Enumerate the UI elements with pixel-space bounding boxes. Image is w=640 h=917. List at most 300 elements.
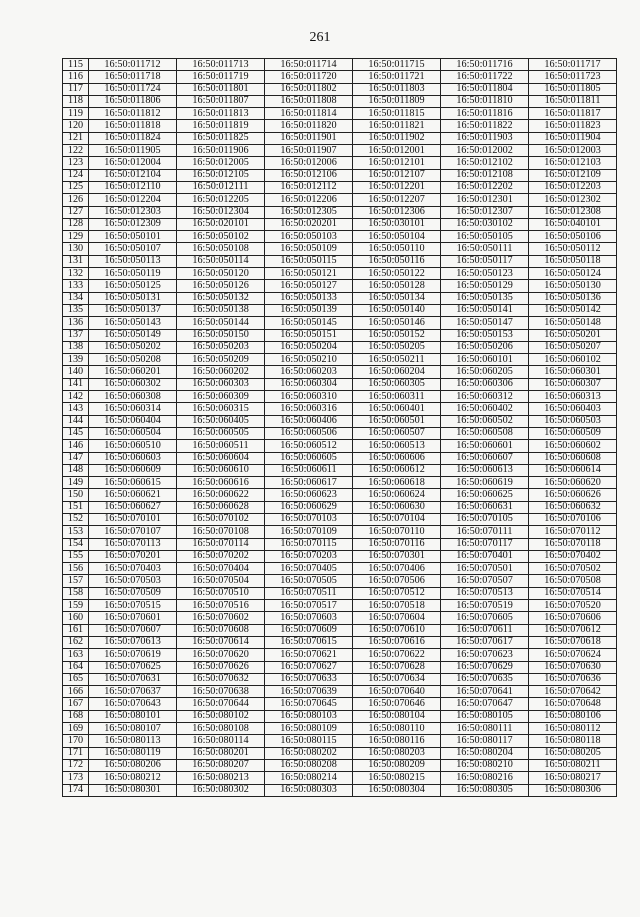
table-row: [63, 452, 617, 464]
table-row: [63, 120, 617, 132]
table-row: [63, 366, 617, 378]
cadastral-number-cell: 16:50:050145: [265, 317, 353, 329]
row-number-cell: 127: [63, 206, 89, 218]
cadastral-number-cell: 16:50:070619: [89, 649, 177, 661]
cadastral-number-cell: 16:50:060612: [353, 464, 441, 476]
row-number-cell: 136: [63, 317, 89, 329]
cadastral-number-cell: 16:50:050139: [265, 304, 353, 316]
cadastral-number-cell: 16:50:011808: [265, 95, 353, 107]
cadastral-number-cell: 16:50:011814: [265, 108, 353, 120]
cadastral-number-cell: 16:50:050101: [89, 231, 177, 243]
cadastral-number-cell: 16:50:080207: [177, 759, 265, 771]
table-row: [63, 759, 617, 771]
cadastral-number-cell: 16:50:050137: [89, 304, 177, 316]
cadastral-number-cell: 16:50:070510: [177, 587, 265, 599]
cadastral-number-cell: 16:50:011902: [353, 132, 441, 144]
cadastral-number-cell: 16:50:050153: [441, 329, 529, 341]
cadastral-number-cell: 16:50:012101: [353, 157, 441, 169]
cadastral-number-cell: 16:50:060301: [529, 366, 617, 378]
cadastral-number-cell: 16:50:050203: [177, 341, 265, 353]
cadastral-number-cell: 16:50:060504: [89, 427, 177, 439]
cadastral-number-cell: 16:50:070520: [529, 600, 617, 612]
cadastral-number-cell: 16:50:070114: [177, 538, 265, 550]
cadastral-number-cell: 16:50:060314: [89, 403, 177, 415]
cadastral-number-cell: 16:50:050206: [441, 341, 529, 353]
row-number-cell: 128: [63, 218, 89, 230]
cadastral-number-cell: 16:50:070639: [265, 686, 353, 698]
cadastral-number-cell: 16:50:060623: [265, 489, 353, 501]
cadastral-number-cell: 16:50:060402: [441, 403, 529, 415]
table-row: [63, 378, 617, 390]
cadastral-number-cell: 16:50:070625: [89, 661, 177, 673]
cadastral-number-cell: 16:50:060614: [529, 464, 617, 476]
cadastral-number-cell: 16:50:070508: [529, 575, 617, 587]
table-row: [63, 526, 617, 538]
row-number-cell: 167: [63, 698, 89, 710]
cadastral-number-cell: 16:50:070515: [89, 600, 177, 612]
cadastral-number-cell: 16:50:050211: [353, 354, 441, 366]
cadastral-number-cell: 16:50:080203: [353, 747, 441, 759]
cadastral-number-cell: 16:50:080211: [529, 759, 617, 771]
cadastral-number-cell: 16:50:060607: [441, 452, 529, 464]
cadastral-number-cell: 16:50:050204: [265, 341, 353, 353]
cadastral-number-cell: 16:50:012108: [441, 169, 529, 181]
table-row: [63, 427, 617, 439]
cadastral-number-cell: 16:50:070628: [353, 661, 441, 673]
cadastral-number-cell: 16:50:070203: [265, 550, 353, 562]
cadastral-number-cell: 16:50:080113: [89, 735, 177, 747]
row-number-cell: 168: [63, 710, 89, 722]
row-number-cell: 156: [63, 563, 89, 575]
cadastral-number-cell: 16:50:080117: [441, 735, 529, 747]
table-row: [63, 206, 617, 218]
cadastral-number-cell: 16:50:060201: [89, 366, 177, 378]
cadastral-number-cell: 16:50:060618: [353, 477, 441, 489]
row-number-cell: 148: [63, 464, 89, 476]
cadastral-number-cell: 16:50:070502: [529, 563, 617, 575]
table-row: [63, 157, 617, 169]
cadastral-number-cell: 16:50:060406: [265, 415, 353, 427]
cadastral-number-cell: 16:50:070615: [265, 636, 353, 648]
cadastral-number-cell: 16:50:012105: [177, 169, 265, 181]
cadastral-number-cell: 16:50:012206: [265, 194, 353, 206]
cadastral-number-cell: 16:50:050126: [177, 280, 265, 292]
cadastral-number-cell: 16:50:011724: [89, 83, 177, 95]
cadastral-number-cell: 16:50:060316: [265, 403, 353, 415]
cadastral-number-cell: 16:50:070403: [89, 563, 177, 575]
cadastral-number-cell: 16:50:080209: [353, 759, 441, 771]
cadastral-number-cell: 16:50:070404: [177, 563, 265, 575]
cadastral-number-cell: 16:50:012309: [89, 218, 177, 230]
cadastral-number-cell: 16:50:060622: [177, 489, 265, 501]
table-row: [63, 231, 617, 243]
cadastral-number-cell: 16:50:011807: [177, 95, 265, 107]
cadastral-number-cell: 16:50:070647: [441, 698, 529, 710]
cadastral-number-cell: 16:50:011802: [265, 83, 353, 95]
cadastral-number-cell: 16:50:080108: [177, 723, 265, 735]
row-number-cell: 135: [63, 304, 89, 316]
row-number-cell: 134: [63, 292, 89, 304]
cadastral-number-cell: 16:50:050106: [529, 231, 617, 243]
table-row: [63, 145, 617, 157]
cadastral-number-cell: 16:50:050119: [89, 268, 177, 280]
cadastral-number-cell: 16:50:012110: [89, 181, 177, 193]
cadastral-number-cell: 16:50:070401: [441, 550, 529, 562]
cadastral-number-cell: 16:50:050113: [89, 255, 177, 267]
cadastral-number-cell: 16:50:080102: [177, 710, 265, 722]
row-number-cell: 165: [63, 673, 89, 685]
table-row: [63, 710, 617, 722]
row-number-cell: 146: [63, 440, 89, 452]
cadastral-number-cell: 16:50:011721: [353, 71, 441, 83]
cadastral-number-cell: 16:50:050112: [529, 243, 617, 255]
row-number-cell: 130: [63, 243, 89, 255]
cadastral-number-cell: 16:50:011803: [353, 83, 441, 95]
cadastral-number-cell: 16:50:050205: [353, 341, 441, 353]
table-row: [63, 698, 617, 710]
cadastral-number-cell: 16:50:070509: [89, 587, 177, 599]
cadastral-number-cell: 16:50:070636: [529, 673, 617, 685]
table-row: [63, 255, 617, 267]
cadastral-number-cell: 16:50:070614: [177, 636, 265, 648]
row-number-cell: 170: [63, 735, 89, 747]
cadastral-number-cell: 16:50:070632: [177, 673, 265, 685]
cadastral-number-cell: 16:50:080115: [265, 735, 353, 747]
cadastral-number-cell: 16:50:070503: [89, 575, 177, 587]
cadastral-number-cell: 16:50:011801: [177, 83, 265, 95]
cadastral-number-cell: 16:50:080206: [89, 759, 177, 771]
cadastral-number-cell: 16:50:050208: [89, 354, 177, 366]
cadastral-number-cell: 16:50:070631: [89, 673, 177, 685]
cadastral-number-cell: 16:50:080201: [177, 747, 265, 759]
cadastral-number-cell: 16:50:012106: [265, 169, 353, 181]
cadastral-number-cell: 16:50:050210: [265, 354, 353, 366]
cadastral-number-cell: 16:50:011713: [177, 59, 265, 71]
cadastral-number-cell: 16:50:070642: [529, 686, 617, 698]
table-row: [63, 83, 617, 95]
cadastral-number-cell: 16:50:070115: [265, 538, 353, 550]
cadastral-number-cell: 16:50:011823: [529, 120, 617, 132]
cadastral-number-cell: 16:50:012303: [89, 206, 177, 218]
table-row: [63, 329, 617, 341]
table-body: [63, 59, 617, 797]
row-number-cell: 159: [63, 600, 89, 612]
cadastral-number-cell: 16:50:060602: [529, 440, 617, 452]
page-number: 261: [309, 30, 331, 45]
cadastral-number-cell: 16:50:080116: [353, 735, 441, 747]
cadastral-number-cell: 16:50:050125: [89, 280, 177, 292]
cadastral-number-cell: 16:50:060203: [265, 366, 353, 378]
cadastral-number-cell: 16:50:060202: [177, 366, 265, 378]
cadastral-number-cell: 16:50:050124: [529, 268, 617, 280]
cadastral-number-cell: 16:50:050129: [441, 280, 529, 292]
cadastral-number-cell: 16:50:080216: [441, 772, 529, 784]
row-number-cell: 126: [63, 194, 89, 206]
cadastral-number-cell: 16:50:070630: [529, 661, 617, 673]
table-row: [63, 71, 617, 83]
cadastral-number-cell: 16:50:012204: [89, 194, 177, 206]
table-row: [63, 673, 617, 685]
cadastral-number-cell: 16:50:060621: [89, 489, 177, 501]
row-number-cell: 154: [63, 538, 89, 550]
cadastral-number-cell: 16:50:011714: [265, 59, 353, 71]
cadastral-number-cell: 16:50:011719: [177, 71, 265, 83]
cadastral-number-cell: 16:50:011723: [529, 71, 617, 83]
cadastral-number-cell: 16:50:050141: [441, 304, 529, 316]
cadastral-number-cell: 16:50:060616: [177, 477, 265, 489]
cadastral-number-cell: 16:50:012202: [441, 181, 529, 193]
cadastral-number-cell: 16:50:050115: [265, 255, 353, 267]
cadastral-number-cell: 16:50:012308: [529, 206, 617, 218]
cadastral-number-cell: 16:50:060307: [529, 378, 617, 390]
cadastral-number-cell: 16:50:050108: [177, 243, 265, 255]
cadastral-number-cell: 16:50:050131: [89, 292, 177, 304]
cadastral-number-cell: 16:50:060611: [265, 464, 353, 476]
cadastral-number-cell: 16:50:070613: [89, 636, 177, 648]
cadastral-number-cell: 16:50:070609: [265, 624, 353, 636]
cadastral-number-cell: 16:50:011906: [177, 145, 265, 157]
table-row: [63, 612, 617, 624]
cadastral-number-cell: 16:50:060315: [177, 403, 265, 415]
cadastral-number-cell: 16:50:070516: [177, 600, 265, 612]
cadastral-number-cell: 16:50:060617: [265, 477, 353, 489]
row-number-cell: 155: [63, 550, 89, 562]
cadastral-number-cell: 16:50:060631: [441, 501, 529, 513]
cadastral-number-cell: 16:50:070608: [177, 624, 265, 636]
table-row: [63, 723, 617, 735]
cadastral-number-cell: 16:50:060508: [441, 427, 529, 439]
table-row: [63, 464, 617, 476]
cadastral-number-cell: 16:50:050152: [353, 329, 441, 341]
cadastral-number-cell: 16:50:060603: [89, 452, 177, 464]
cadastral-number-cell: 16:50:011722: [441, 71, 529, 83]
cadastral-number-cell: 16:50:060615: [89, 477, 177, 489]
table-row: [63, 415, 617, 427]
cadastral-number-cell: 16:50:070103: [265, 513, 353, 525]
cadastral-number-cell: 16:50:050148: [529, 317, 617, 329]
table-row: [63, 747, 617, 759]
cadastral-number-cell: 16:50:050117: [441, 255, 529, 267]
table-row: [63, 501, 617, 513]
cadastral-number-cell: 16:50:030101: [353, 218, 441, 230]
cadastral-number-cell: 16:50:050149: [89, 329, 177, 341]
cadastral-number-cell: 16:50:060204: [353, 366, 441, 378]
row-number-cell: 157: [63, 575, 89, 587]
cadastral-number-cell: 16:50:070610: [353, 624, 441, 636]
cadastral-number-cell: 16:50:050143: [89, 317, 177, 329]
cadastral-number-cell: 16:50:011821: [353, 120, 441, 132]
cadastral-number-cell: 16:50:080110: [353, 723, 441, 735]
cadastral-number-cell: 16:50:070112: [529, 526, 617, 538]
cadastral-number-cell: 16:50:080204: [441, 747, 529, 759]
table-row: [63, 304, 617, 316]
cadastral-number-cell: 16:50:070104: [353, 513, 441, 525]
table-row: [63, 132, 617, 144]
row-number-cell: 171: [63, 747, 89, 759]
cadastral-number-cell: 16:50:070108: [177, 526, 265, 538]
cadastral-number-cell: 16:50:070617: [441, 636, 529, 648]
table-row: [63, 354, 617, 366]
table-row: [63, 649, 617, 661]
cadastral-number-cell: 16:50:070602: [177, 612, 265, 624]
cadastral-number-cell: 16:50:060502: [441, 415, 529, 427]
cadastral-number-cell: 16:50:060510: [89, 440, 177, 452]
cadastral-number-cell: 16:50:080119: [89, 747, 177, 759]
cadastral-number-cell: 16:50:070606: [529, 612, 617, 624]
cadastral-number-cell: 16:50:070105: [441, 513, 529, 525]
cadastral-number-cell: 16:50:070622: [353, 649, 441, 661]
cadastral-number-cell: 16:50:011824: [89, 132, 177, 144]
cadastral-number-cell: 16:50:080208: [265, 759, 353, 771]
cadastral-number-cell: 16:50:080111: [441, 723, 529, 735]
table-row: [63, 784, 617, 796]
cadastral-number-cell: 16:50:060303: [177, 378, 265, 390]
cadastral-number-cell: 16:50:070646: [353, 698, 441, 710]
table-row: [63, 59, 617, 71]
cadastral-number-cell: 16:50:060632: [529, 501, 617, 513]
cadastral-number-cell: 16:50:012102: [441, 157, 529, 169]
cadastral-number-cell: 16:50:070109: [265, 526, 353, 538]
cadastral-number-cell: 16:50:011903: [441, 132, 529, 144]
cadastral-number-cell: 16:50:070501: [441, 563, 529, 575]
row-number-cell: 119: [63, 108, 89, 120]
cadastral-number-cell: 16:50:012205: [177, 194, 265, 206]
cadastral-number-cell: 16:50:070504: [177, 575, 265, 587]
cadastral-number-cell: 16:50:060625: [441, 489, 529, 501]
table-row: [63, 403, 617, 415]
cadastral-number-cell: 16:50:012203: [529, 181, 617, 193]
cadastral-number-cell: 16:50:080103: [265, 710, 353, 722]
cadastral-number-cell: 16:50:070505: [265, 575, 353, 587]
cadastral-number-cell: 16:50:060503: [529, 415, 617, 427]
cadastral-number-cell: 16:50:080305: [441, 784, 529, 796]
cadastral-number-cell: 16:50:070118: [529, 538, 617, 550]
cadastral-number-cell: 16:50:070102: [177, 513, 265, 525]
cadastral-number-cell: 16:50:050130: [529, 280, 617, 292]
cadastral-number-cell: 16:50:012112: [265, 181, 353, 193]
row-number-cell: 125: [63, 181, 89, 193]
cadastral-number-cell: 16:50:080118: [529, 735, 617, 747]
cadastral-number-cell: 16:50:050116: [353, 255, 441, 267]
cadastral-number-cell: 16:50:012305: [265, 206, 353, 218]
cadastral-number-cell: 16:50:070626: [177, 661, 265, 673]
cadastral-number-cell: 16:50:020101: [177, 218, 265, 230]
cadastral-number-cell: 16:50:070116: [353, 538, 441, 550]
cadastral-number-cell: 16:50:080303: [265, 784, 353, 796]
row-number-cell: 131: [63, 255, 89, 267]
cadastral-number-cell: 16:50:070640: [353, 686, 441, 698]
cadastral-number-cell: 16:50:050122: [353, 268, 441, 280]
cadastral-number-cell: 16:50:011816: [441, 108, 529, 120]
cadastral-number-cell: 16:50:080304: [353, 784, 441, 796]
table-row: [63, 341, 617, 353]
cadastral-number-cell: 16:50:050209: [177, 354, 265, 366]
cadastral-number-cell: 16:50:011804: [441, 83, 529, 95]
cadastral-number-cell: 16:50:050109: [265, 243, 353, 255]
cadastral-number-cell: 16:50:070605: [441, 612, 529, 624]
cadastral-number-cell: 16:50:070627: [265, 661, 353, 673]
cadastral-number-cell: 16:50:060509: [529, 427, 617, 439]
cadastral-number-cell: 16:50:050105: [441, 231, 529, 243]
cadastral-number-cell: 16:50:080215: [353, 772, 441, 784]
cadastral-number-cell: 16:50:060313: [529, 391, 617, 403]
cadastral-number-cell: 16:50:080105: [441, 710, 529, 722]
cadastral-number-cell: 16:50:070612: [529, 624, 617, 636]
cadastral-number-cell: 16:50:011901: [265, 132, 353, 144]
cadastral-number-cell: 16:50:012207: [353, 194, 441, 206]
cadastral-number-cell: 16:50:060506: [265, 427, 353, 439]
table-row: [63, 218, 617, 230]
cadastral-number-cell: 16:50:080301: [89, 784, 177, 796]
cadastral-number-cell: 16:50:050151: [265, 329, 353, 341]
table-row: [63, 268, 617, 280]
cadastral-number-cell: 16:50:060302: [89, 378, 177, 390]
row-number-cell: 142: [63, 391, 89, 403]
row-number-cell: 123: [63, 157, 89, 169]
table-row: [63, 686, 617, 698]
cadastral-number-cell: 16:50:070405: [265, 563, 353, 575]
cadastral-number-cell: 16:50:012304: [177, 206, 265, 218]
cadastral-number-cell: 16:50:070633: [265, 673, 353, 685]
table-row: [63, 600, 617, 612]
row-number-cell: 120: [63, 120, 89, 132]
cadastral-number-cell: 16:50:050121: [265, 268, 353, 280]
cadastral-number-cell: 16:50:060624: [353, 489, 441, 501]
cadastral-number-cell: 16:50:060630: [353, 501, 441, 513]
cadastral-number-cell: 16:50:070634: [353, 673, 441, 685]
row-number-cell: 122: [63, 145, 89, 157]
row-number-cell: 149: [63, 477, 89, 489]
row-number-cell: 137: [63, 329, 89, 341]
row-number-cell: 164: [63, 661, 89, 673]
cadastral-number-cell: 16:50:080101: [89, 710, 177, 722]
cadastral-number-cell: 16:50:050127: [265, 280, 353, 292]
row-number-cell: 117: [63, 83, 89, 95]
cadastral-number-cell: 16:50:070621: [265, 649, 353, 661]
cadastral-number-cell: 16:50:050104: [353, 231, 441, 243]
cadastral-number-cell: 16:50:011815: [353, 108, 441, 120]
cadastral-number-cell: 16:50:070601: [89, 612, 177, 624]
cadastral-number-cell: 16:50:070638: [177, 686, 265, 698]
cadastral-number-cell: 16:50:050140: [353, 304, 441, 316]
cadastral-number-cell: 16:50:012002: [441, 145, 529, 157]
row-number-cell: 121: [63, 132, 89, 144]
cadastral-number-cell: 16:50:080205: [529, 747, 617, 759]
cadastral-number-cell: 16:50:060601: [441, 440, 529, 452]
cadastral-number-cell: 16:50:011720: [265, 71, 353, 83]
cadastral-number-cell: 16:50:070106: [529, 513, 617, 525]
cadastral-number-cell: 16:50:012307: [441, 206, 529, 218]
cadastral-number-cell: 16:50:012111: [177, 181, 265, 193]
cadastral-number-cell: 16:50:070624: [529, 649, 617, 661]
cadastral-number-cell: 16:50:060507: [353, 427, 441, 439]
cadastral-number-cell: 16:50:070519: [441, 600, 529, 612]
cadastral-number-cell: 16:50:060310: [265, 391, 353, 403]
table-row: [63, 587, 617, 599]
cadastral-number-cell: 16:50:012004: [89, 157, 177, 169]
row-number-cell: 139: [63, 354, 89, 366]
cadastral-number-cell: 16:50:080302: [177, 784, 265, 796]
row-number-cell: 118: [63, 95, 89, 107]
cadastral-number-cell: 16:50:060604: [177, 452, 265, 464]
cadastral-number-cell: 16:50:070616: [353, 636, 441, 648]
row-number-cell: 115: [63, 59, 89, 71]
table-row: [63, 772, 617, 784]
cadastral-number-cell: 16:50:011813: [177, 108, 265, 120]
cadastral-number-cell: 16:50:012109: [529, 169, 617, 181]
cadastral-number-cell: 16:50:012107: [353, 169, 441, 181]
cadastral-number-cell: 16:50:070648: [529, 698, 617, 710]
